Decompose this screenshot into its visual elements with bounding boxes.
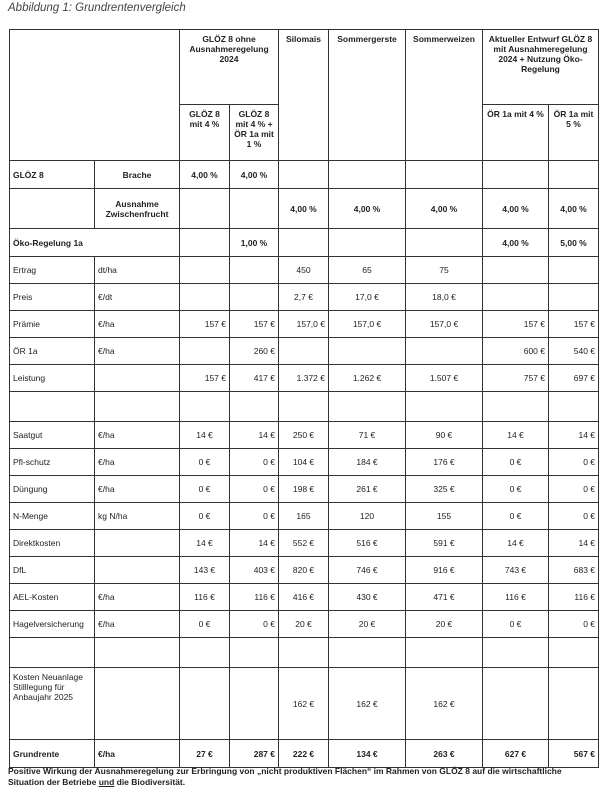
cell: 260 €: [230, 338, 279, 365]
cell: 157,0 €: [329, 311, 406, 338]
cell: 416 €: [279, 584, 329, 611]
cell: 157 €: [549, 311, 599, 338]
cell: 0 €: [180, 611, 230, 638]
cell: 165: [279, 503, 329, 530]
cell: 820 €: [279, 557, 329, 584]
cell: 4,00 %: [230, 161, 279, 189]
table-row: [10, 422, 599, 449]
header-gloez-4: GLÖZ 8 mit 4 %: [180, 105, 230, 161]
cell: 683 €: [549, 557, 599, 584]
footnote-und: und: [98, 777, 115, 787]
cell: [329, 338, 406, 365]
cell: 746 €: [329, 557, 406, 584]
cell: 20 €: [406, 611, 483, 638]
cell: 162 €: [406, 668, 483, 740]
header-oer-4: ÖR 1a mit 4 %: [483, 105, 549, 161]
row-unit: €/ha: [95, 449, 180, 476]
row-label: Leistung: [10, 365, 95, 392]
cell: 600 €: [483, 338, 549, 365]
table-row: [10, 557, 599, 584]
cell: 120: [329, 503, 406, 530]
cell: 0 €: [230, 503, 279, 530]
cell: 4,00 %: [483, 189, 549, 229]
cell: 198 €: [279, 476, 329, 503]
row-label: DfL: [10, 557, 95, 584]
cell: [329, 161, 406, 189]
cell: 4,00 %: [329, 189, 406, 229]
cell: [549, 284, 599, 311]
cell: 134 €: [329, 740, 406, 768]
table-row-total: [10, 740, 599, 768]
cell: 4,00 %: [549, 189, 599, 229]
cell: 417 €: [230, 365, 279, 392]
cell: 0 €: [180, 503, 230, 530]
cell: 516 €: [329, 530, 406, 557]
header-empty-cell: [10, 30, 180, 161]
row-label: Saatgut: [10, 422, 95, 449]
cell: 14 €: [180, 530, 230, 557]
row-unit: [95, 668, 180, 740]
cell: 250 €: [279, 422, 329, 449]
cell: 0 €: [180, 449, 230, 476]
row-label: Preis: [10, 284, 95, 311]
cell: 0 €: [230, 476, 279, 503]
cell: 0 €: [230, 611, 279, 638]
header-silomais: Silomais: [279, 30, 329, 161]
cell: [549, 257, 599, 284]
cell: 116 €: [230, 584, 279, 611]
cell: 14 €: [230, 422, 279, 449]
cell: 540 €: [549, 338, 599, 365]
cell: [180, 229, 230, 257]
cell: [180, 284, 230, 311]
footnote-part-2: die Biodiversität.: [114, 777, 186, 787]
cell: 162 €: [329, 668, 406, 740]
cell: 552 €: [279, 530, 329, 557]
cell: 325 €: [406, 476, 483, 503]
header-oer-5: ÖR 1a mit 5 %: [549, 105, 599, 161]
footnote: [8, 766, 598, 788]
row-unit: €/ha: [95, 338, 180, 365]
table-row: [10, 161, 599, 189]
table-row: [10, 311, 599, 338]
table-row-empty: [10, 392, 599, 422]
cell: [180, 257, 230, 284]
cell: 743 €: [483, 557, 549, 584]
cell: 697 €: [549, 365, 599, 392]
cell: 0 €: [549, 503, 599, 530]
cell: [230, 257, 279, 284]
cell: [230, 189, 279, 229]
grundrente-table: [9, 29, 599, 768]
cell: 143 €: [180, 557, 230, 584]
cell: 0 €: [180, 476, 230, 503]
cell: 4,00 %: [180, 161, 230, 189]
cell: 18,0 €: [406, 284, 483, 311]
cell: 757 €: [483, 365, 549, 392]
cell: 116 €: [483, 584, 549, 611]
row-sublabel: Brache: [95, 161, 180, 189]
cell: 4,00 %: [483, 229, 549, 257]
cell: [329, 229, 406, 257]
cell: 14 €: [230, 530, 279, 557]
cell: 430 €: [329, 584, 406, 611]
cell: 1.262 €: [329, 365, 406, 392]
cell: 20 €: [279, 611, 329, 638]
cell: 567 €: [549, 740, 599, 768]
header-sommerweizen: Sommerweizen: [406, 30, 483, 161]
table-row: [10, 611, 599, 638]
row-label: Grundrente: [10, 740, 95, 768]
cell: 450: [279, 257, 329, 284]
row-sublabel: Ausnahme Zwischenfrucht: [95, 189, 180, 229]
cell: 4,00 %: [279, 189, 329, 229]
row-unit: €/ha: [95, 476, 180, 503]
cell: [230, 284, 279, 311]
cell: 157 €: [180, 365, 230, 392]
table-row: [10, 503, 599, 530]
row-label: Düngung: [10, 476, 95, 503]
cell: 0 €: [549, 449, 599, 476]
row-label: Öko-Regelung 1a: [10, 229, 180, 257]
cell: 157 €: [483, 311, 549, 338]
cell: 157 €: [230, 311, 279, 338]
cell: 1,00 %: [230, 229, 279, 257]
cell: 263 €: [406, 740, 483, 768]
cell: 71 €: [329, 422, 406, 449]
row-unit: dt/ha: [95, 257, 180, 284]
row-unit: €/ha: [95, 584, 180, 611]
cell: 104 €: [279, 449, 329, 476]
cell: 176 €: [406, 449, 483, 476]
table-row: [10, 365, 599, 392]
row-label: Kosten Neuanlage Stilllegung für Anbaujahr 2025: [10, 668, 95, 740]
row-unit: €/ha: [95, 422, 180, 449]
cell: 1.372 €: [279, 365, 329, 392]
cell: [483, 668, 549, 740]
cell: [279, 161, 329, 189]
row-unit: €/ha: [95, 740, 180, 768]
cell: [549, 668, 599, 740]
cell: [10, 189, 95, 229]
cell: [279, 338, 329, 365]
cell: [180, 668, 230, 740]
cell: 4,00 %: [406, 189, 483, 229]
cell: 0 €: [483, 503, 549, 530]
row-label: AEL-Kosten: [10, 584, 95, 611]
row-label: Prämie: [10, 311, 95, 338]
figure-caption: Abbildung 1: Grundrentenvergleich: [8, 2, 186, 14]
table-row: [10, 189, 599, 229]
cell: 155: [406, 503, 483, 530]
row-label: GLÖZ 8: [10, 161, 95, 189]
table-row: [10, 449, 599, 476]
cell: 0 €: [483, 449, 549, 476]
cell: [180, 338, 230, 365]
cell: 116 €: [180, 584, 230, 611]
table-row-empty: [10, 638, 599, 668]
cell: 916 €: [406, 557, 483, 584]
cell: [230, 668, 279, 740]
cell: 184 €: [329, 449, 406, 476]
cell: 1.507 €: [406, 365, 483, 392]
cell: 14 €: [180, 422, 230, 449]
row-unit: €/ha: [95, 611, 180, 638]
cell: 0 €: [483, 611, 549, 638]
cell: 116 €: [549, 584, 599, 611]
table-row: [10, 584, 599, 611]
row-unit: kg N/ha: [95, 503, 180, 530]
row-label: N-Menge: [10, 503, 95, 530]
cell: [279, 229, 329, 257]
row-label: Pfl-schutz: [10, 449, 95, 476]
cell: [406, 338, 483, 365]
cell: 627 €: [483, 740, 549, 768]
row-unit: €/ha: [95, 311, 180, 338]
table-row: [10, 668, 599, 740]
cell: 0 €: [483, 476, 549, 503]
cell: 157,0 €: [406, 311, 483, 338]
row-unit: [95, 557, 180, 584]
cell: 14 €: [549, 422, 599, 449]
cell: 222 €: [279, 740, 329, 768]
cell: 157,0 €: [279, 311, 329, 338]
cell: [406, 161, 483, 189]
cell: 5,00 %: [549, 229, 599, 257]
cell: 591 €: [406, 530, 483, 557]
header-entwurf-group: Aktueller Entwurf GLÖZ 8 mit Ausnahmeregelung 2024 + Nutzung Öko-Regelung: [483, 30, 599, 105]
cell: 14 €: [549, 530, 599, 557]
cell: 65: [329, 257, 406, 284]
cell: 157 €: [180, 311, 230, 338]
cell: [549, 161, 599, 189]
cell: 2,7 €: [279, 284, 329, 311]
row-label: Direktkosten: [10, 530, 95, 557]
cell: 75: [406, 257, 483, 284]
cell: 162 €: [279, 668, 329, 740]
cell: 0 €: [230, 449, 279, 476]
table-row: [10, 257, 599, 284]
header-gloez-group: GLÖZ 8 ohne Ausnahmeregelung 2024: [180, 30, 279, 105]
cell: [483, 284, 549, 311]
cell: 27 €: [180, 740, 230, 768]
row-unit: [95, 365, 180, 392]
row-label: Hagelversicherung: [10, 611, 95, 638]
cell: 471 €: [406, 584, 483, 611]
table-row: [10, 338, 599, 365]
header-sommergerste: Sommergerste: [329, 30, 406, 161]
cell: [483, 257, 549, 284]
cell: 14 €: [483, 530, 549, 557]
cell: 20 €: [329, 611, 406, 638]
table-row: [10, 530, 599, 557]
cell: [180, 189, 230, 229]
cell: 90 €: [406, 422, 483, 449]
cell: 261 €: [329, 476, 406, 503]
row-label: Ertrag: [10, 257, 95, 284]
footnote-part-1: Positive Wirkung der Ausnahmeregelung zur Erbringung von „nicht produktiven Flächen“ im Rahmen von GLÖZ 8 auf die wirtschaftliche Situation der Betriebe: [8, 766, 562, 787]
row-label: ÖR 1a: [10, 338, 95, 365]
row-unit: €/dt: [95, 284, 180, 311]
cell: 0 €: [549, 476, 599, 503]
table-row: [10, 229, 599, 257]
cell: [406, 229, 483, 257]
cell: 14 €: [483, 422, 549, 449]
header-gloez-4-oer: GLÖZ 8 mit 4 % + ÖR 1a mit 1 %: [230, 105, 279, 161]
cell: 403 €: [230, 557, 279, 584]
table-row: [10, 284, 599, 311]
cell: 0 €: [549, 611, 599, 638]
table-row: [10, 476, 599, 503]
cell: 17,0 €: [329, 284, 406, 311]
header-row-1: [10, 30, 599, 105]
cell: 287 €: [230, 740, 279, 768]
cell: [483, 161, 549, 189]
row-unit: [95, 530, 180, 557]
